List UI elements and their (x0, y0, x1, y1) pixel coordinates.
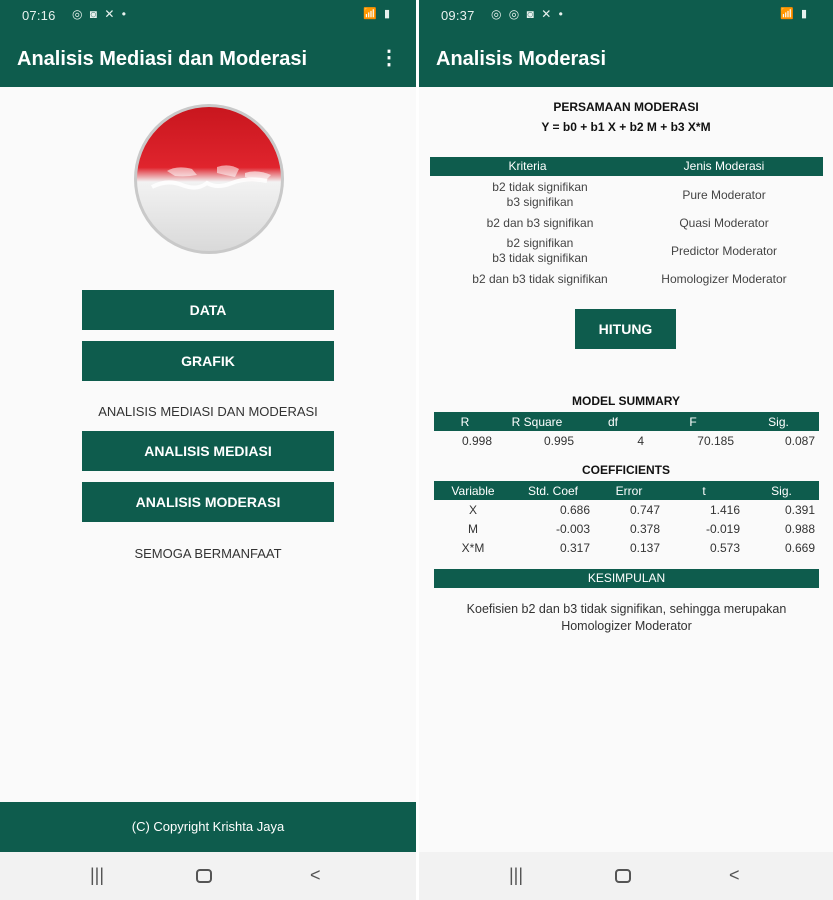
table-header: t (664, 481, 744, 500)
conclusion-text: Koefisien b2 dan b3 tidak signifikan, sehingga merupakan Homologizer Moderator (466, 602, 787, 633)
table-cell: 0.669 (784, 540, 815, 555)
archipelago-map-icon (147, 159, 277, 199)
android-nav-bar (419, 852, 833, 900)
criteria-kriteria-3: b2 signifikan b3 tidak signifikan (492, 236, 588, 265)
table-cell: 1.416 (709, 502, 740, 517)
table-header: Sig. (744, 481, 819, 500)
table-header-row (434, 481, 819, 500)
table-cell: 0.988 (784, 521, 815, 536)
app-bar (0, 31, 416, 87)
table-header: R (434, 412, 496, 431)
table-header: Variable (434, 481, 512, 500)
equation-title: PERSAMAAN MODERASI (553, 100, 699, 114)
coefficients-title: COEFFICIENTS (581, 463, 670, 477)
table-cell: 70.185 (697, 433, 734, 448)
status-time: 07:16 (22, 8, 56, 23)
table-cell: 4 (637, 433, 644, 448)
table-cell: 0.317 (559, 540, 590, 555)
criteria-jenis-4: Homologizer Moderator (661, 272, 787, 286)
grafik-button[interactable]: GRAFIK (82, 341, 334, 381)
indonesia-flag-logo (134, 104, 284, 254)
criteria-header-kriteria: Kriteria (430, 157, 625, 176)
android-nav-bar (0, 852, 416, 900)
signal-battery-icons: 📶 ▮ (780, 8, 809, 20)
criteria-jenis-3: Predictor Moderator (670, 244, 778, 258)
table-row (434, 538, 819, 557)
notification-icons: ◎ ◙ ✕ • (72, 7, 128, 21)
overflow-menu-icon[interactable]: ⋮ (379, 47, 399, 69)
equation: Y = b0 + b1 X + b2 M + b3 X*M (541, 120, 711, 134)
table-cell: 0.391 (784, 502, 815, 517)
criteria-kriteria-1: b2 tidak signifikan b3 signifikan (492, 180, 588, 209)
analisis-moderasi-button[interactable]: ANALISIS MODERASI (82, 482, 334, 522)
home-icon[interactable] (615, 869, 631, 883)
analisis-mediasi-button[interactable]: ANALISIS MEDIASI (82, 431, 334, 471)
table-cell: 0.686 (559, 502, 590, 517)
table-cell: 0.378 (629, 521, 660, 536)
back-icon[interactable]: < (729, 865, 740, 885)
criteria-jenis-1: Pure Moderator (682, 188, 766, 202)
data-button[interactable]: DATA (82, 290, 334, 330)
table-row (434, 519, 819, 538)
signal-battery-icons: 📶 ▮ (363, 8, 392, 20)
criteria-header-jenis: Jenis Moderasi (625, 157, 823, 176)
app-title: Analisis Moderasi (436, 48, 607, 70)
status-time: 09:37 (441, 8, 475, 23)
status-bar (419, 0, 833, 31)
status-bar (0, 0, 416, 31)
table-cell: 0.998 (461, 433, 492, 448)
table-cell: 0.087 (784, 433, 815, 448)
hitung-button[interactable]: HITUNG (575, 309, 676, 349)
back-icon[interactable]: < (310, 865, 321, 885)
recent-apps-icon[interactable]: ||| (509, 865, 524, 885)
moderation-analysis-screen (419, 0, 833, 900)
table-cell: X (468, 502, 477, 517)
table-cell: 0.573 (709, 540, 740, 555)
table-header: Error (594, 481, 664, 500)
tagline: SEMOGA BERMANFAAT (134, 546, 282, 561)
table-row (434, 500, 819, 519)
model-summary-table (434, 412, 819, 450)
recent-apps-icon[interactable]: ||| (90, 865, 105, 885)
section-label: ANALISIS MEDIASI DAN MODERASI (98, 404, 318, 419)
kesimpulan-header: KESIMPULAN (434, 569, 819, 588)
model-summary-title: MODEL SUMMARY (572, 394, 680, 408)
table-cell: -0.019 (705, 521, 740, 536)
copyright-footer: (C) Copyright Krishta Jaya (0, 802, 416, 852)
table-row (434, 431, 819, 450)
table-cell: 0.995 (543, 433, 574, 448)
app-title: Analisis Mediasi dan Moderasi (17, 48, 308, 70)
table-header: Std. Coef (512, 481, 594, 500)
table-header: R Square (496, 412, 578, 431)
app-bar (419, 31, 833, 87)
criteria-kriteria-2: b2 dan b3 signifikan (486, 216, 594, 230)
table-cell: X*M (461, 540, 485, 555)
home-icon[interactable] (196, 869, 212, 883)
main-menu-screen (0, 0, 416, 900)
table-header: df (578, 412, 648, 431)
criteria-kriteria-4: b2 dan b3 tidak signifikan (472, 272, 608, 286)
table-cell: -0.003 (555, 521, 590, 536)
notification-icons: ◎ ◎ ◙ ✕ • (491, 7, 565, 21)
table-header: Sig. (738, 412, 819, 431)
table-cell: 0.747 (629, 502, 660, 517)
table-header-row (434, 412, 819, 431)
coefficients-table (434, 481, 819, 557)
table-header: F (648, 412, 738, 431)
table-cell: 0.137 (629, 540, 660, 555)
table-cell: M (468, 521, 478, 536)
criteria-jenis-2: Quasi Moderator (679, 216, 769, 230)
